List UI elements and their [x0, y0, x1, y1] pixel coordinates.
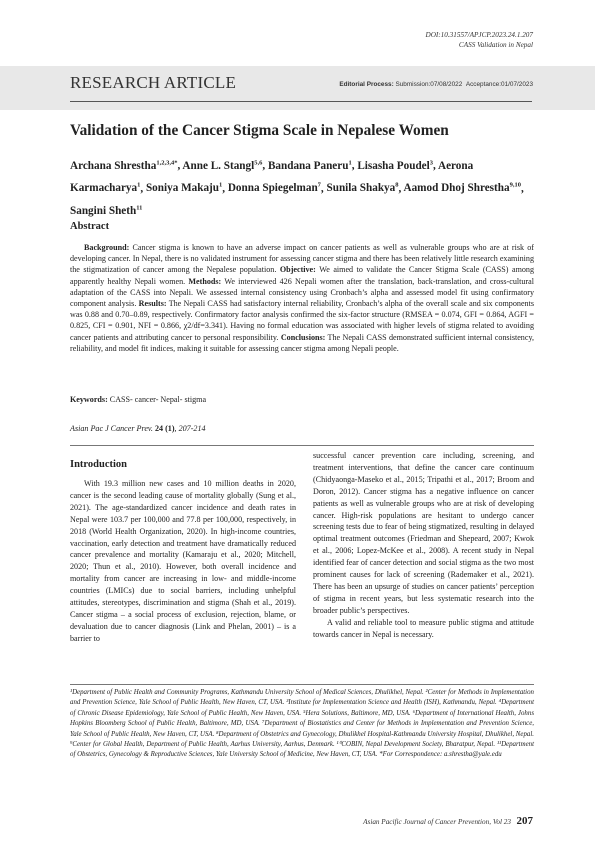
author-name: Anne L. Stangl [182, 159, 255, 172]
author-name: Donna Spiegelman [227, 182, 318, 195]
author-affiliation: 1 [137, 181, 141, 189]
conclusions-label: Conclusions: [280, 332, 326, 342]
acceptance-date: Acceptance:01/07/2023 [465, 81, 533, 88]
editorial-label: Editorial Process: [339, 81, 394, 88]
author-affiliation: 11 [136, 204, 143, 212]
author-affiliation: 1 [219, 181, 223, 189]
author-name: Aamod Dhoj Shrestha [403, 182, 510, 195]
abstract-methods: We interviewed 426 Nepali women after the translation, back-translation, and cross-cultural adaptation of the CASS into Nepali. We assessed internal consistency using Cronbach’s alpha and assessed model fit using confirmatory component analysis. [70, 276, 534, 309]
introduction-heading: Introduction [70, 459, 127, 470]
author-name: Aerona Karmacharya [70, 159, 474, 195]
citation-journal: Asian Pac J Cancer Prev. [70, 424, 153, 433]
objective-label: Objective: [279, 265, 316, 275]
running-title: CASS Validation in Nepal [458, 41, 533, 49]
author-name: Lisasha Poudel [357, 159, 430, 172]
editorial-process [339, 81, 533, 88]
introduction-column-right [313, 450, 534, 641]
section-divider [70, 445, 534, 446]
author [146, 182, 222, 194]
footnote-divider [70, 684, 534, 685]
author [182, 160, 262, 172]
abstract-objective: We aimed to validate the Cancer Stigma Scale (CASS) among apparently healthy Nepali women. [70, 265, 535, 286]
affiliation-footnotes: ¹Department of Public Health and Community Programs, Kathmandu University School of Medical Sciences, Dhulikhel, Nepal. ²Center for Methods in Implementation and Prevention Science, Yale School of Public Health, New Haven, CT, USA. ³Institute for Implementation Science and Health (ISH), Kathmandu, Nepal. ⁴Department of Chronic Disease Epidemiology, Yale School of Public Health, New Haven, USA. ⁵Hera Solutions, Baltimore, MD, USA. ⁶Department of International Health, Johns Hopkins Bloomberg School of Public Health, Baltimore, MD, USA. ⁷Department of Biostatistics and Center for Methods in Implementation and Prevention Science, Yale School of Public Health, New Haven, CT, USA. ⁸Department of Obstetrics and Gynecology, Dhulikhel Hospital-Kathmandu University Hospital, Dhulikhel, Nepal. ⁹Center for Global Health, Department of Public Health, Aarhus University, Aarhus, Denmark. ¹⁰COBIN, Nepal Development Society, Bharatpur, Nepal. ¹¹Department of Obstetrics, Gynecology & Reproductive Sciences, Yale University School of Medicine, New Haven, CT, USA. *For Correspondence: a.shrestha@yale.edu [70, 689, 534, 759]
keywords-label: Keywords: [70, 395, 108, 404]
author [70, 160, 177, 172]
author-affiliation: 9,10 [509, 181, 521, 189]
author [327, 182, 399, 194]
author [268, 160, 352, 172]
author [357, 160, 433, 172]
citation-pages: , 207-214 [174, 424, 206, 433]
results-label: Results: [138, 299, 167, 309]
band-rule [70, 101, 532, 102]
author-name: Archana Shrestha [70, 159, 157, 172]
citation [70, 424, 206, 433]
author-name: Sangini Sheth [70, 205, 137, 218]
doi-text: DOI:10.31557/APJCP.2023.24.1.207 [425, 31, 533, 39]
page-number: 207 [516, 815, 533, 827]
keywords [70, 395, 206, 404]
abstract-body [70, 242, 534, 354]
abstract-conclusions: The Nepali CASS demonstrated sufficient internal consistency, reliability, and model fit indices, making it suitable for assessing cancer stigma among Nepali people. [70, 332, 534, 353]
article-title: Validation of the Cancer Stigma Scale in Nepalese Women [70, 122, 449, 139]
background-label: Background: [84, 243, 130, 252]
author-affiliation: 7 [317, 181, 321, 189]
footer-journal: Asian Pacific Journal of Cancer Prevention, Vol 23 [363, 818, 511, 826]
author-name: Sunila Shakya [326, 182, 396, 195]
running-header [426, 30, 533, 50]
author-affiliation: 5,6 [254, 159, 263, 166]
methods-label: Methods: [188, 276, 222, 286]
author-list: Archana Shrestha$^{1,2,3,4*}$, Anne L. Stangl$^{5,6}$, Bandana Paneru$^1$, Lisasha Poudel$^3$, Aerona Karmacharya$^1$, Soniya Makaju$^1$, Donna Spiegelman$^7$, Sunila Shakya$^8$, Aamod Dhoj Shrestha$^{9,10}$, Sangini Sheth$^{11}$ [70, 159, 524, 218]
abstract-heading: Abstract [70, 221, 110, 232]
author [403, 182, 520, 194]
citation-volume: 24 (1) [154, 424, 175, 433]
introduction-paragraph: A valid and reliable tool to measure public stigma and attitude towards cancer in Nepal is necessary. [313, 617, 534, 639]
author [70, 205, 142, 217]
author-name: Bandana Paneru [267, 159, 349, 172]
abstract-background: Cancer stigma is known to have an adverse impact on cancer patients as well as vulnerable groups who are at risk of developing cancer. In Nepal, there is no validated instrument for assessing cancer stigma and there has been relatively little research examining the stigmatization of cancer among the Nepalese population. [70, 243, 534, 275]
keywords-text: CASS- cancer- Nepal- stigma [109, 395, 207, 404]
introduction-paragraph: successful cancer prevention care including, screening, and treatment interventions, that define the cancer care continuum (Chidyaonga-Maseko et al., 2015; Tripathi et al., 2017; Broom and Doron, 2012). Cancer stigma has a negative influence on cancer patients as well as vulnerable groups who are at risk of developing cancer. High-risk populations are hesitant to undergo cancer screening tests due to fear of being stigmatized, resulting in delayed optimal treatment outcomes (Friedman and Shepeard, 2007; Kwok et al., 2006; Lopez-McKee et al., 2008). A recent study in Nepal identified fear of cancer detection and social stigma as the two most prominent causes for lack of screening (Rademaker et al., 2021). There has been an upsurge of studies on cancer patients’ perception of stigma in recent years, but less systematic research into the broader public’s perspectives. [313, 451, 534, 615]
section-label: RESEARCH ARTICLE [70, 73, 237, 92]
introduction-column-left: With 19.3 million new cases and 10 million deaths in 2020, cancer is the second leading cause of mortality globally (Sung et al., 2021). The age-standardized cancer incidence and death rates in Nepal were 103.7 per 100,000 and 77.8 per 100,000, respectively, in 2018 (World Health Organization, 2020). In high-income countries, vaccination, early detection and treatment have dramatically reduced cancer prevalence and mortality (Kamaraju et al., 2020; Mitchell, 2020; Thun et al., 2010). However, both overall incidence and mortality from cancer are increasing in low- and middle-income countries (LMICs) due to social barriers, including unhelpful attitudes, stereotypes, discrimination and stigma (Shah et al., 2019). Cancer stigma – a social process of exclusion, rejection, blame, or devaluation due to cancer diagnosis (Link and Phelan, 2001) – is a barrier to [70, 479, 296, 643]
author [228, 182, 321, 194]
author-affiliation: 1 [348, 159, 352, 166]
author-affiliation: 8 [395, 181, 399, 189]
author-affiliation: 1,2,3,4* [156, 159, 178, 166]
abstract-results: The Nepali CASS had satisfactory internal reliability, Cronbach’s alpha of the overall scale and six components was 0.88 and 0.70–0.89, respectively. Confirmatory factor analysis confirmed the six-factor structure (RMSEA = 0.074, GFI = 0.864, AGFI = 0.825, CFI = 0.901, NFI = 0.866, χ2/df=3.341). Having no formal education was associated with higher levels of stigma related to avoiding cancer patients and attributing cancer to personal responsibility. [70, 299, 534, 342]
submission-date: Submission:07/08/2022 [395, 81, 463, 88]
author-affiliation: 3 [429, 159, 433, 166]
author-name: Soniya Makaju [145, 182, 219, 195]
